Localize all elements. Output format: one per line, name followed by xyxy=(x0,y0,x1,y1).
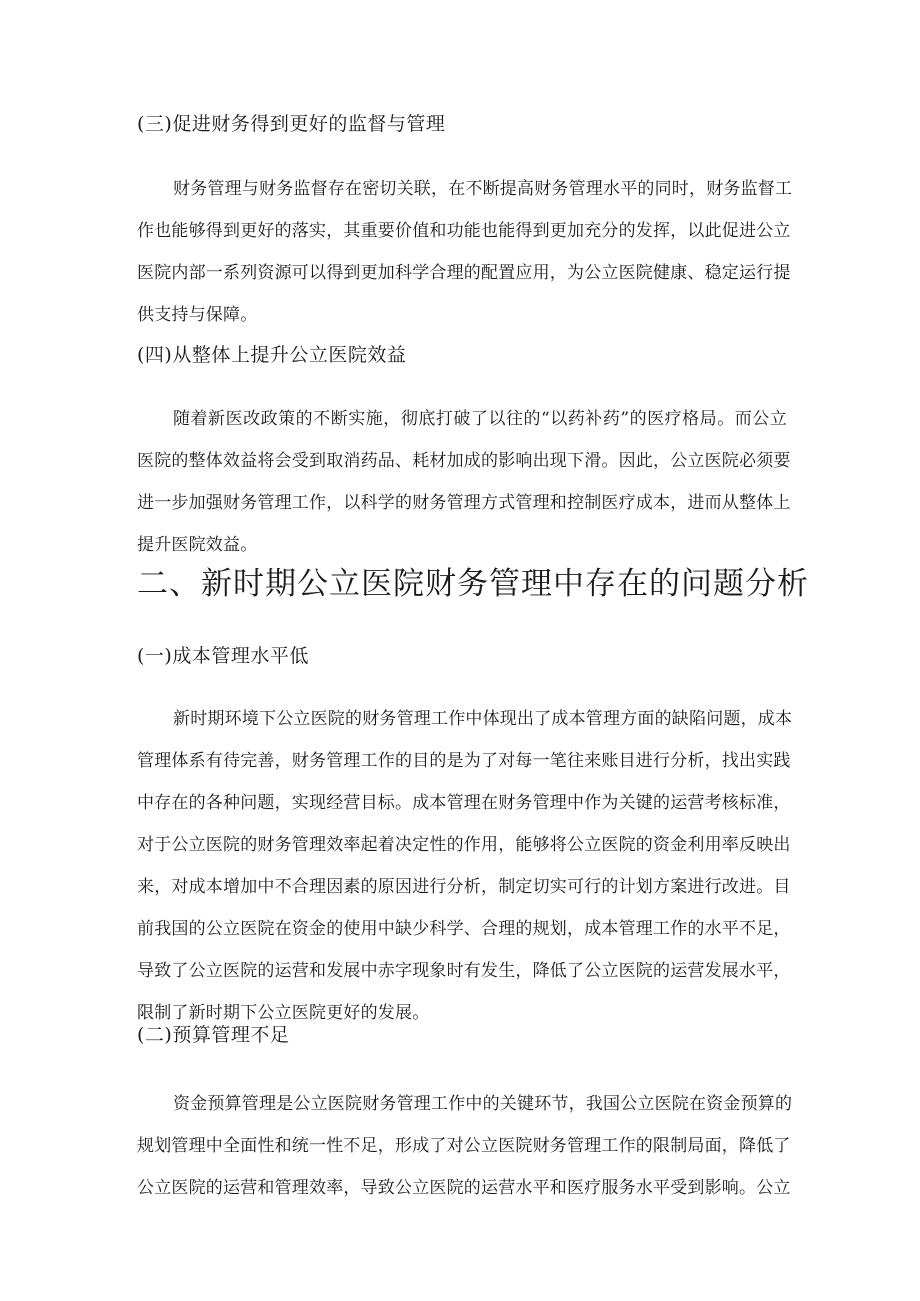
paragraph-line: 管理体系有待完善，财务管理工作的目的是为了对每一笔往来账目进行分析，找出实践 xyxy=(137,751,791,771)
paragraph-line: 新时期环境下公立医院的财务管理工作中体现出了成本管理方面的缺陷问题，成本 xyxy=(173,709,793,729)
paragraph-line: 提升医院效益。 xyxy=(137,535,258,555)
paragraph-line: 前我国的公立医院在资金的使用中缺少科学、合理的规划，成本管理工作的水平不足， xyxy=(137,919,791,939)
paragraph-line: 对于公立医院的财务管理效率起着决定性的作用，能够将公立医院的资金利用率反映出 xyxy=(137,835,791,855)
paragraph-line: 导致了公立医院的运营和发展中赤字现象时有发生，降低了公立医院的运营发展水平， xyxy=(137,961,791,981)
paragraph-line: 来，对成本增加中不合理因素的原因进行分析，制定切实可行的计划方案进行改进。目 xyxy=(137,877,791,897)
paragraph-line: 限制了新时期下公立医院更好的发展。 xyxy=(137,1003,430,1023)
paragraph-line: 医院内部一系列资源可以得到更加科学合理的配置应用，为公立医院健康、稳定运行提 xyxy=(137,263,791,283)
paragraph-cost-management xyxy=(137,698,793,1034)
paragraph-budget-management xyxy=(137,1083,793,1209)
paragraph-line: 资金预算管理是公立医院财务管理工作中的关键环节，我国公立医院在资金预算的 xyxy=(173,1094,793,1114)
paragraph-line: 规划管理中全面性和统一性不足，形成了对公立医院财务管理工作的限制局面，降低了 xyxy=(137,1136,791,1156)
section-heading-3: (三)促进财务得到更好的监督与管理 xyxy=(137,113,446,135)
paragraph-line: 随着新医改政策的不断实施，彻底打破了以往的“以药补药”的医疗格局。而公立 xyxy=(173,409,787,429)
paragraph-line: 医院的整体效益将会受到取消药品、耗材加成的影响出现下滑。因此，公立医院必须要 xyxy=(137,451,791,471)
paragraph-line: 财务管理与财务监督存在密切关联，在不断提高财务管理水平的同时，财务监督工 xyxy=(173,179,793,199)
paragraph-line: 作也能够得到更好的落实，其重要价值和功能也能得到更加充分的发挥，以此促进公立 xyxy=(137,221,791,241)
paragraph-line: 公立医院的运营和管理效率，导致公立医院的运营水平和医疗服务水平受到影响。公立 xyxy=(137,1178,791,1198)
subsection-heading-2: (二)预算管理不足 xyxy=(137,1024,290,1046)
paragraph-line: 进一步加强财务管理工作，以科学的财务管理方式管理和控制医疗成本，进而从整体上 xyxy=(137,493,791,513)
subsection-heading-1: (一)成本管理水平低 xyxy=(137,645,309,667)
paragraph-supervision xyxy=(137,168,793,336)
section-heading-4: (四)从整体上提升公立医院效益 xyxy=(137,344,407,366)
paragraph-benefit xyxy=(137,398,791,566)
chapter-title: 二、新时期公立医院财务管理中存在的问题分析 xyxy=(137,566,809,602)
paragraph-line: 供支持与保障。 xyxy=(137,305,258,325)
paragraph-line: 中存在的各种问题，实现经营目标。成本管理在财务管理中作为关键的运营考核标准， xyxy=(137,793,791,813)
